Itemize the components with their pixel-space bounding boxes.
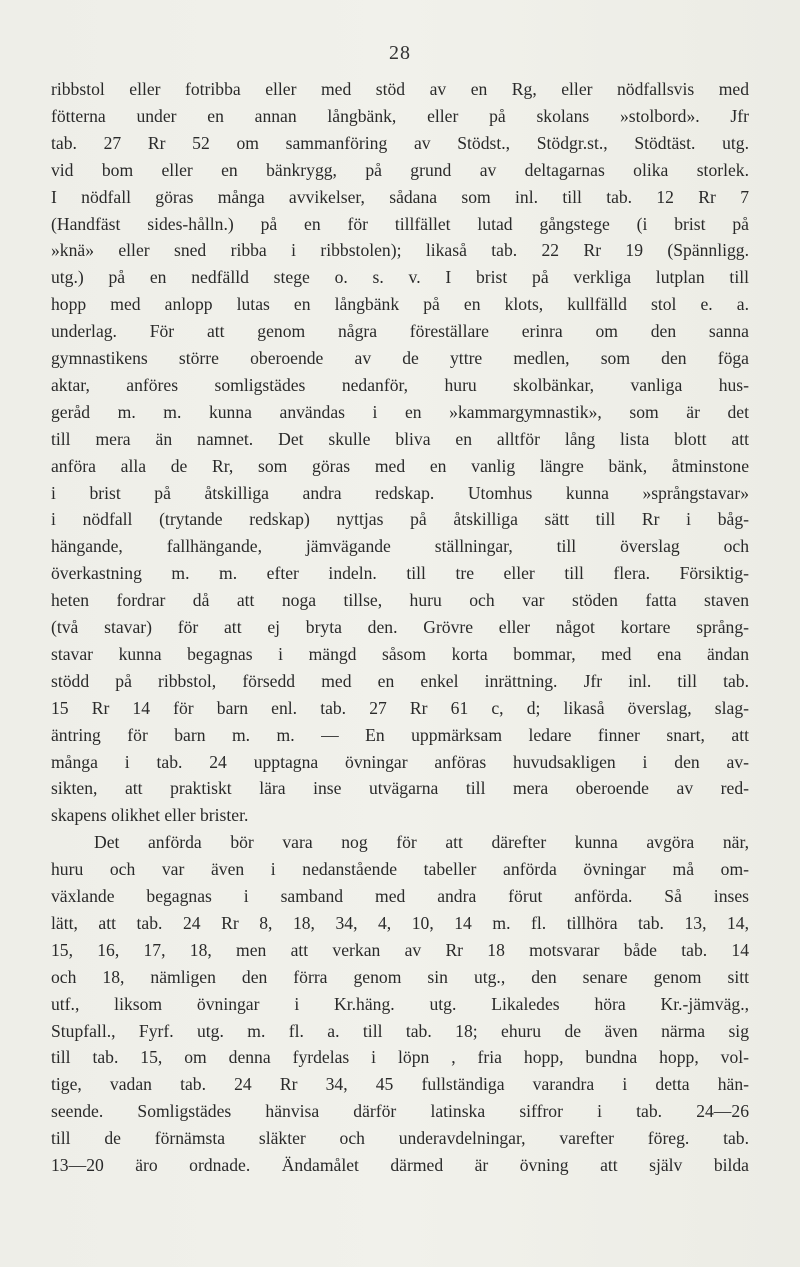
text-line: 15, 16, 17, 18, men att verkan av Rr 18 motsvarar både tab. 14 <box>51 939 749 960</box>
text-line: och 18, nämligen den förra genom sin utg., den senare genom sitt <box>51 966 749 987</box>
text-line: många i tab. 24 upptagna övningar anföras huvudsakligen i den av- <box>51 751 749 772</box>
text-line: utg.) på en nedfälld stege o. s. v. I brist på verkliga lutplan till <box>51 267 749 288</box>
text-line: äntring för barn m. m. — En uppmärksam ledare finner snart, att <box>51 724 749 745</box>
text-line: Stupfall., Fyrf. utg. m. fl. a. till tab. 18; ehuru de även närma sig <box>51 1020 749 1041</box>
body-text <box>0 78 800 1178</box>
text-line: 13—20 äro ordnade. Ändamålet därmed är övning att själv bilda <box>51 1155 749 1175</box>
text-line: 15 Rr 14 för barn enl. tab. 27 Rr 61 c, d; likaså överslag, slag- <box>51 697 749 718</box>
text-line: (Handfäst sides-hålln.) på en för tillfället lutad gångstege (i brist på <box>51 213 749 234</box>
page-number: 28 <box>389 42 411 64</box>
text-line: utf., liksom övningar i Kr.häng. utg. Likaledes höra Kr.-jämväg., <box>51 993 749 1014</box>
text-line: sikten, att praktiskt lära inse utvägarna till mera oberoende av red- <box>51 778 749 799</box>
text-line: lätt, att tab. 24 Rr 8, 18, 34, 4, 10, 14 m. fl. tillhöra tab. 13, 14, <box>51 912 749 933</box>
text-line: till de förnämsta släkter och underavdelningar, varefter föreg. tab. <box>51 1128 749 1149</box>
text-line: seende. Somligstädes hänvisa därför latinska siffror i tab. 24—26 <box>51 1101 749 1122</box>
text-line: hängande, fallhängande, jämvägande ställningar, till överslag och <box>51 536 749 557</box>
text-line: stödd på ribbstol, försedd med en enkel inrättning. Jfr inl. till tab. <box>51 670 749 691</box>
text-line: huru och var även i nedanstående tabeller anförda övningar må om- <box>51 859 749 880</box>
text-line: tige, vadan tab. 24 Rr 34, 45 fullständiga varandra i detta hän- <box>51 1074 749 1095</box>
text-line: till tab. 15, om denna fyrdelas i löpn , fria hopp, bundna hopp, vol- <box>51 1047 749 1068</box>
text-line: stavar kunna begagnas i mängd såsom korta bommar, med ena ändan <box>51 643 749 664</box>
text-line: heten fordrar då att noga tillse, huru och var stöden fatta staven <box>51 590 749 611</box>
text-line: Det anförda bör vara nog för att därefter kunna avgöra när, <box>94 832 749 853</box>
text-line: aktar, anföres somligstädes nedanför, huru skolbänkar, vanliga hus- <box>51 374 749 395</box>
text-line: »knä» eller sned ribba i ribbstolen); likaså tab. 22 Rr 19 (Spännligg. <box>51 240 749 261</box>
text-line: geråd m. m. kunna användas i en »kammargymnastik», som är det <box>51 401 749 422</box>
text-line: skapens olikhet eller brister. <box>51 805 249 826</box>
text-line: hopp med anlopp lutas en långbänk på en klots, kullfälld stol e. a. <box>51 294 749 315</box>
text-line: I nödfall göras många avvikelser, sådana som inl. till tab. 12 Rr 7 <box>51 186 749 207</box>
text-line: vid bom eller en bänkrygg, på grund av deltagarnas olika storlek. <box>51 159 749 180</box>
text-line: ribbstol eller fotribba eller med stöd av en Rg, eller nödfallsvis med <box>51 79 749 99</box>
text-line: anföra alla de Rr, som göras med en vanlig längre bänk, åtminstone <box>51 455 749 476</box>
text-line: underlag. För att genom några föreställare erinra om den sanna <box>51 321 749 342</box>
text-line: växlande begagnas i samband med andra förut anförda. Så inses <box>51 886 749 906</box>
text-line: gymnastikens större oberoende av de yttre medlen, som den föga <box>51 348 749 368</box>
text-line: (två stavar) för att ej bryta den. Grövre eller något kortare språng- <box>51 617 749 637</box>
text-line: tab. 27 Rr 52 om sammanföring av Stödst., Stödgr.st., Stödtäst. utg. <box>51 132 749 153</box>
text-line: i nödfall (trytande redskap) nyttjas på åtskilliga sätt till Rr i båg- <box>51 509 749 530</box>
text-line: till mera än namnet. Det skulle bliva en alltför lång lista blott att <box>51 428 749 449</box>
text-line: i brist på åtskilliga andra redskap. Utomhus kunna »språngstavar» <box>51 482 749 503</box>
text-line: överkastning m. m. efter indeln. till tre eller till flera. Försiktig- <box>51 563 749 584</box>
text-line: fötterna under en annan långbänk, eller på skolans »stolbord». Jfr <box>51 105 749 126</box>
